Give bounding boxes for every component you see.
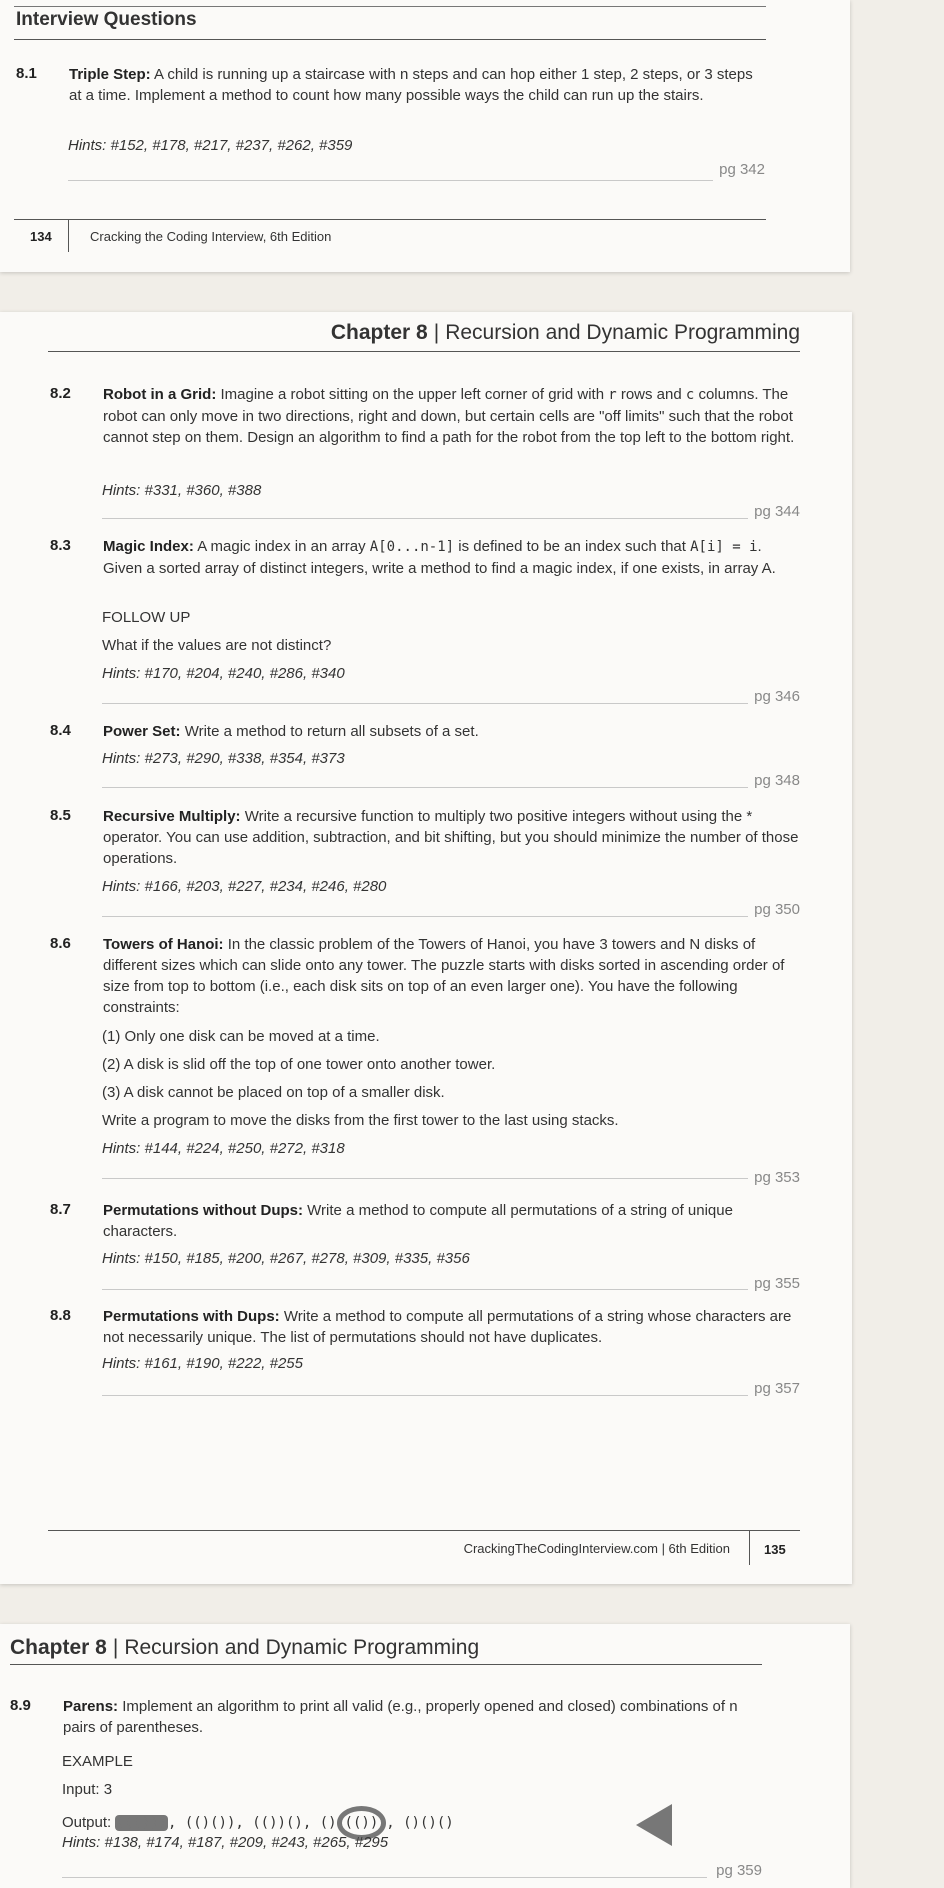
footer-rule	[48, 1530, 800, 1531]
code-magic-index: A[i] = i	[690, 539, 758, 555]
question-title: Permutations without Dups:	[103, 1202, 303, 1219]
example-input: Input: 3	[62, 1781, 113, 1798]
question-text: is defined to be an index such that	[454, 538, 691, 555]
section-title: Interview Questions	[16, 9, 197, 30]
question-text: columns. The robot can only move in two directions, right and down, but certain cells are "off limits" such that the robot cannot step on them. Design an algorithm to find a path for the robot from the top left to the bottom right.	[103, 386, 795, 446]
output-separator: ,	[235, 1815, 253, 1831]
chapter-header	[331, 321, 800, 345]
chapter-title: Recursion and Dynamic Programming	[124, 1636, 480, 1659]
chapter-label: Chapter 8	[10, 1636, 107, 1659]
hints: Hints: #166, #203, #227, #234, #246, #280	[102, 878, 387, 895]
question-text: A magic index in an array	[197, 538, 370, 555]
footer-divider	[68, 220, 69, 252]
output-separator: ,	[302, 1815, 320, 1831]
hints: Hints: #161, #190, #222, #255	[102, 1355, 303, 1372]
question-8-8	[103, 1306, 803, 1348]
back-arrow-icon[interactable]	[634, 1802, 674, 1848]
question-title: Recursive Multiply:	[103, 808, 241, 825]
question-title: Triple Step:	[69, 66, 151, 83]
question-8-9	[63, 1696, 768, 1738]
chapter-header	[10, 1636, 479, 1660]
question-title: Parens:	[63, 1698, 119, 1715]
page-reference: pg 357	[754, 1380, 800, 1397]
follow-up-question: What if the values are not distinct?	[102, 637, 332, 654]
answer-rule	[102, 1395, 748, 1396]
question-text: rows and	[616, 386, 686, 403]
hints: Hints: #152, #178, #217, #237, #262, #359	[68, 137, 353, 154]
page-reference: pg 344	[754, 503, 800, 520]
output-item: (()())	[184, 1815, 236, 1831]
answer-rule	[102, 518, 748, 519]
question-8-3	[103, 536, 803, 579]
question-number: 8.7	[50, 1201, 71, 1218]
footer-page-number: 134	[30, 229, 52, 244]
question-number: 8.3	[50, 537, 71, 554]
question-8-2	[103, 384, 803, 448]
question-8-4	[103, 721, 803, 742]
back-arrow-shape	[636, 1804, 672, 1846]
question-text: Imagine a robot sitting on the upper left corner of grid with	[220, 386, 609, 403]
question-text: Write a recursive function to multiply two positive integers without using the * operator. You can use addition, subtraction, and bit shifting, but you should minimize the number of those operations.	[103, 808, 799, 867]
hints: Hints: #331, #360, #388	[102, 482, 262, 499]
question-title: Robot in a Grid:	[103, 386, 217, 403]
constraint-3: (3) A disk cannot be placed on top of a smaller disk.	[102, 1084, 445, 1101]
hints: Hints: #150, #185, #200, #267, #278, #309, #335, #356	[102, 1250, 470, 1267]
example-label: EXAMPLE	[62, 1753, 133, 1770]
question-text: Write a method to compute all permutations of a string whose characters are not necessarily unique. The list of permutations should not have duplicates.	[103, 1308, 792, 1346]
page-reference: pg 350	[754, 901, 800, 918]
page-reference: pg 342	[719, 161, 765, 178]
question-8-5	[103, 806, 803, 869]
chapter-separator: |	[433, 321, 440, 344]
section-rule	[14, 39, 766, 40]
output-label: Output:	[62, 1814, 116, 1831]
output-separator: ,	[386, 1815, 404, 1831]
chapter-title: Recursion and Dynamic Programming	[445, 321, 800, 344]
answer-rule	[102, 1289, 748, 1290]
question-8-6	[103, 934, 803, 1018]
chapter-rule	[10, 1664, 762, 1665]
question-8-1	[69, 64, 769, 106]
hints: Hints: #273, #290, #338, #354, #373	[102, 750, 345, 767]
answer-rule	[102, 703, 748, 704]
question-title: Towers of Hanoi:	[103, 936, 224, 953]
code-array: A[0...n-1]	[369, 539, 455, 555]
question-title: Permutations with Dups:	[103, 1308, 280, 1325]
page-136	[0, 1624, 850, 1888]
constraint-2: (2) A disk is slid off the top of one tower onto another tower.	[102, 1056, 496, 1073]
page-134	[0, 0, 850, 272]
page-135	[0, 312, 852, 1584]
question-number: 8.6	[50, 935, 71, 952]
chapter-label: Chapter 8	[330, 321, 428, 344]
question-number: 8.5	[50, 807, 71, 824]
question-number: 8.4	[50, 722, 71, 739]
page-reference: pg 348	[754, 772, 800, 789]
chapter-rule	[48, 351, 800, 352]
answer-rule	[68, 180, 713, 181]
footer-site: CrackingTheCodingInterview.com | 6th Edition	[463, 1541, 730, 1556]
answer-rule	[62, 1877, 707, 1878]
page-reference: pg 353	[754, 1169, 800, 1186]
question-number: 8.9	[10, 1697, 31, 1714]
question-text: A child is running up a staircase with n steps and can hop either 1 step, 2 steps, or 3 steps at a time. Implement a method to count how many possible ways the child can run up the stairs.	[69, 66, 753, 104]
question-title: Magic Index:	[103, 538, 194, 555]
question-text: In the classic problem of the Towers of Hanoi, you have 3 towers and N disks of different sizes which can slide onto any tower. The puzzle starts with disks sorted in ascending order of size from top to bottom (i.e., each disk sits on top of an even larger one). You have the following constraints:	[103, 936, 785, 1016]
output-item-circled: (())	[337, 1806, 387, 1840]
closing-text: Write a program to move the disks from the first tower to the last using stacks.	[102, 1112, 619, 1129]
output-separator: ,	[167, 1815, 185, 1831]
question-text: Write a method to return all subsets of a set.	[184, 723, 479, 740]
output-item: ((()))	[116, 1815, 167, 1831]
hints: Hints: #144, #224, #250, #272, #318	[102, 1140, 345, 1157]
page-reference: pg 346	[754, 688, 800, 705]
code-r: r	[608, 387, 617, 403]
follow-up-label: FOLLOW UP	[102, 609, 191, 626]
footer-divider	[749, 1531, 750, 1565]
question-text: . Given a sorted array of distinct integers, write a method to find a magic index, if one exists, in array A.	[103, 538, 776, 577]
hints: Hints: #138, #174, #187, #209, #243, #265, #295	[62, 1834, 389, 1851]
output-item: ()	[319, 1815, 337, 1831]
question-text: Implement an algorithm to print all valid (e.g., properly opened and closed) combinations of n pairs of parentheses.	[63, 1698, 738, 1736]
constraint-1: (1) Only one disk can be moved at a time.	[102, 1028, 380, 1045]
answer-rule	[102, 1178, 748, 1179]
hints: Hints: #170, #204, #240, #286, #340	[102, 665, 345, 682]
question-8-7	[103, 1200, 803, 1242]
footer-book-title: Cracking the Coding Interview, 6th Edition	[90, 229, 332, 244]
page-reference: pg 355	[754, 1275, 800, 1292]
chapter-separator: |	[112, 1636, 119, 1659]
question-number: 8.1	[16, 65, 37, 82]
output-item: (())()	[252, 1815, 303, 1831]
answer-rule	[102, 916, 748, 917]
question-number: 8.8	[50, 1307, 71, 1324]
footer-page-number: 135	[764, 1542, 786, 1557]
question-title: Power Set:	[103, 723, 181, 740]
top-rule	[14, 6, 766, 7]
question-text: Write a method to compute all permutations of a string of unique characters.	[103, 1202, 733, 1240]
code-c: c	[685, 387, 695, 403]
answer-rule	[102, 787, 748, 788]
output-item: ()()()	[403, 1815, 454, 1831]
page-reference: pg 359	[716, 1862, 762, 1879]
footer-rule	[14, 219, 766, 220]
question-number: 8.2	[50, 385, 71, 402]
